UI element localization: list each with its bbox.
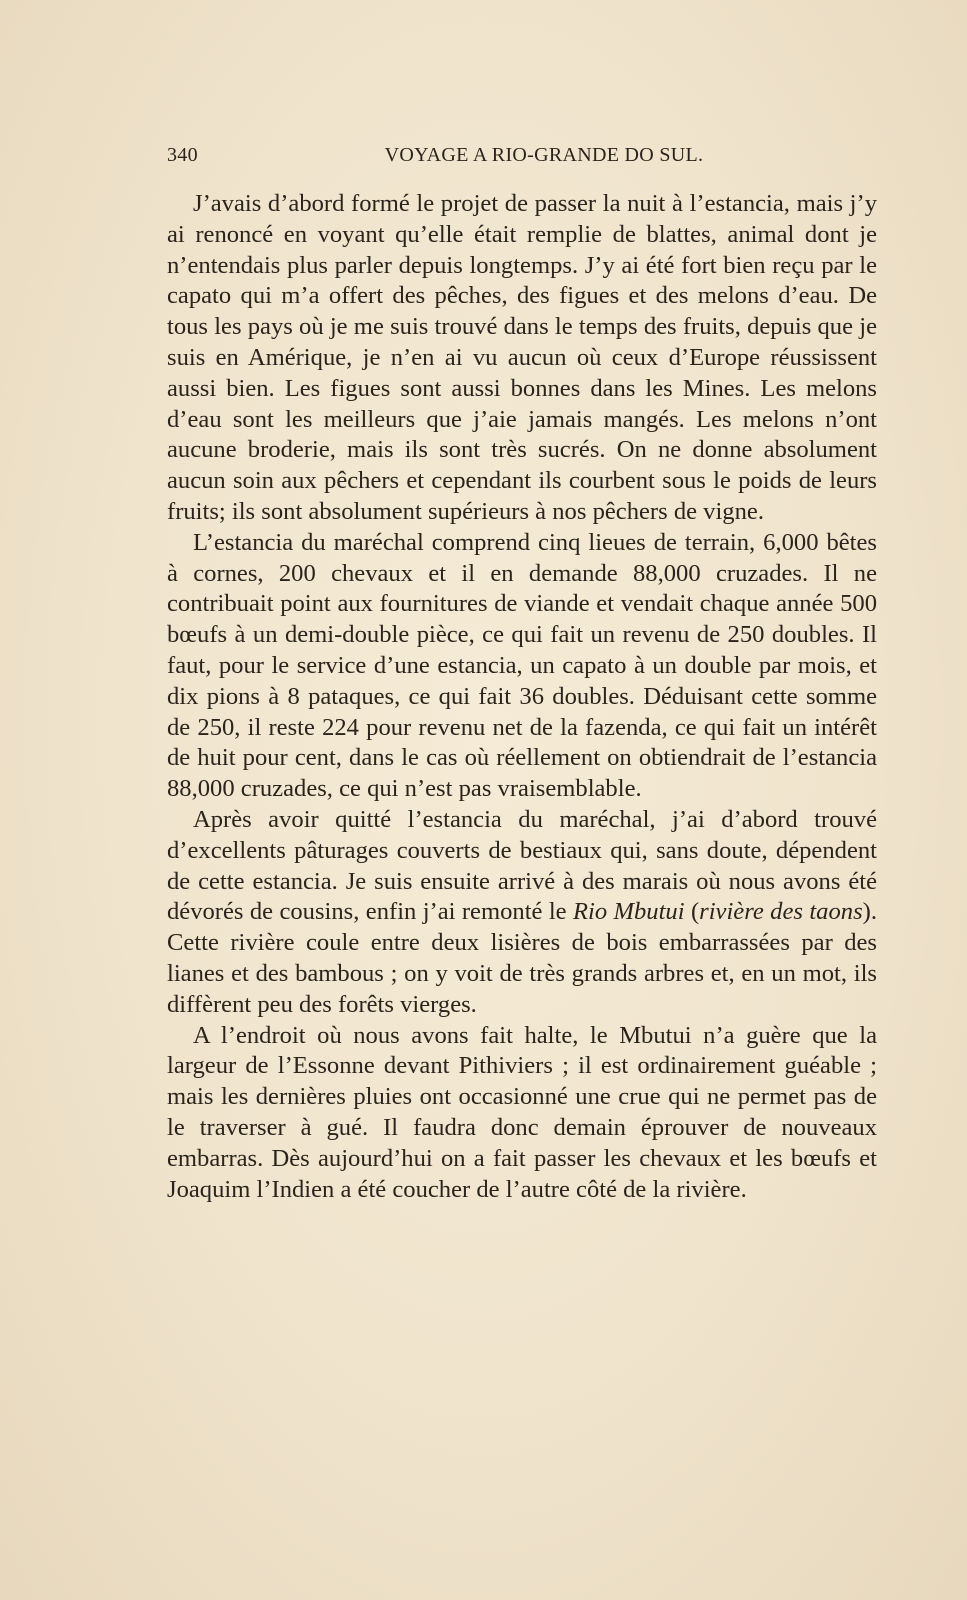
- river-gloss: rivière des taons: [699, 898, 863, 926]
- body-text: [167, 189, 877, 1205]
- running-title: VOYAGE A RIO-GRANDE DO SUL.: [384, 144, 704, 166]
- river-name: Rio Mbutui: [572, 898, 685, 926]
- paragraph-3-text-after: ). Cette rivière coule entre deux lisières de bois embarrassées par des lianes et des bambous ; on y voit de très grands arbres et, en un mot, ils diffèrent peu des forêts vierges.: [167, 898, 877, 1018]
- paragraph-3-text-middle: (: [684, 898, 700, 926]
- page-number: 340: [167, 144, 198, 166]
- page-header: [167, 144, 877, 172]
- paragraph-3-text-before: Après avoir quitté l’estancia du maréchal, j’ai d’abord trouvé d’excellents pâturages couverts de bestiaux qui, sans doute, dépendent de cette estancia. Je suis ensuite arrivé à des marais où nous avons été dévorés de cousins, enfin j’ai remonté le: [167, 805, 877, 926]
- paragraph-3: [167, 805, 877, 1021]
- paragraph-2: L’estancia du maréchal comprend cinq lieues de terrain, 6,000 bêtes à cornes, 200 chevaux et il en demande 88,000 cruzades. Il ne contribuait point aux fournitures de viande et vendait chaque année 500 bœufs à un demi-double pièce, ce qui fait un revenu de 250 doubles. Il faut, pour le service d’une estancia, un capato à un double par mois, et dix pions à 8 pataques, ce qui fait 36 doubles. Déduisant cette somme de 250, il reste 224 pour revenu net de la fazenda, ce qui fait un intérêt de huit pour cent, dans le cas où réellement on obtiendrait de l’estancia 88,000 cruzades, ce qui n’est pas vraisemblable.: [167, 528, 877, 803]
- paragraph-4: A l’endroit où nous avons fait halte, le Mbutui n’a guère que la largeur de l’Essonne devant Pithiviers ; il est ordinairement guéable ; mais les dernières pluies ont occasionné une crue qui ne permet pas de le traverser à gué. Il faudra donc demain éprouver de nouveaux embarras. Dès aujourd’hui on a fait passer les chevaux et les bœufs et Joaquim l’Indien a été coucher de l’autre côté de la rivière.: [167, 1021, 877, 1203]
- paragraph-1: J’avais d’abord formé le projet de passer la nuit à l’estancia, mais j’y ai renoncé en voyant qu’elle était remplie de blattes, animal dont je n’entendais plus parler depuis longtemps. J’y ai été fort bien reçu par le capato qui m’a offert des pêches, des figues et des melons d’eau. De tous les pays où je me suis trouvé dans le temps des fruits, depuis que je suis en Amérique, je n’en ai vu aucun où ceux d’Europe réussissent aussi bien. Les figues sont aussi bonnes dans les Mines. Les melons d’eau sont les meilleurs que j’aie jamais mangés. Les melons n’ont aucune broderie, mais ils sont très sucrés. On ne donne absolument aucun soin aux pêchers et cependant ils courbent sous le poids de leurs fruits; ils sont absolument supérieurs à nos pêchers de vigne.: [167, 190, 877, 525]
